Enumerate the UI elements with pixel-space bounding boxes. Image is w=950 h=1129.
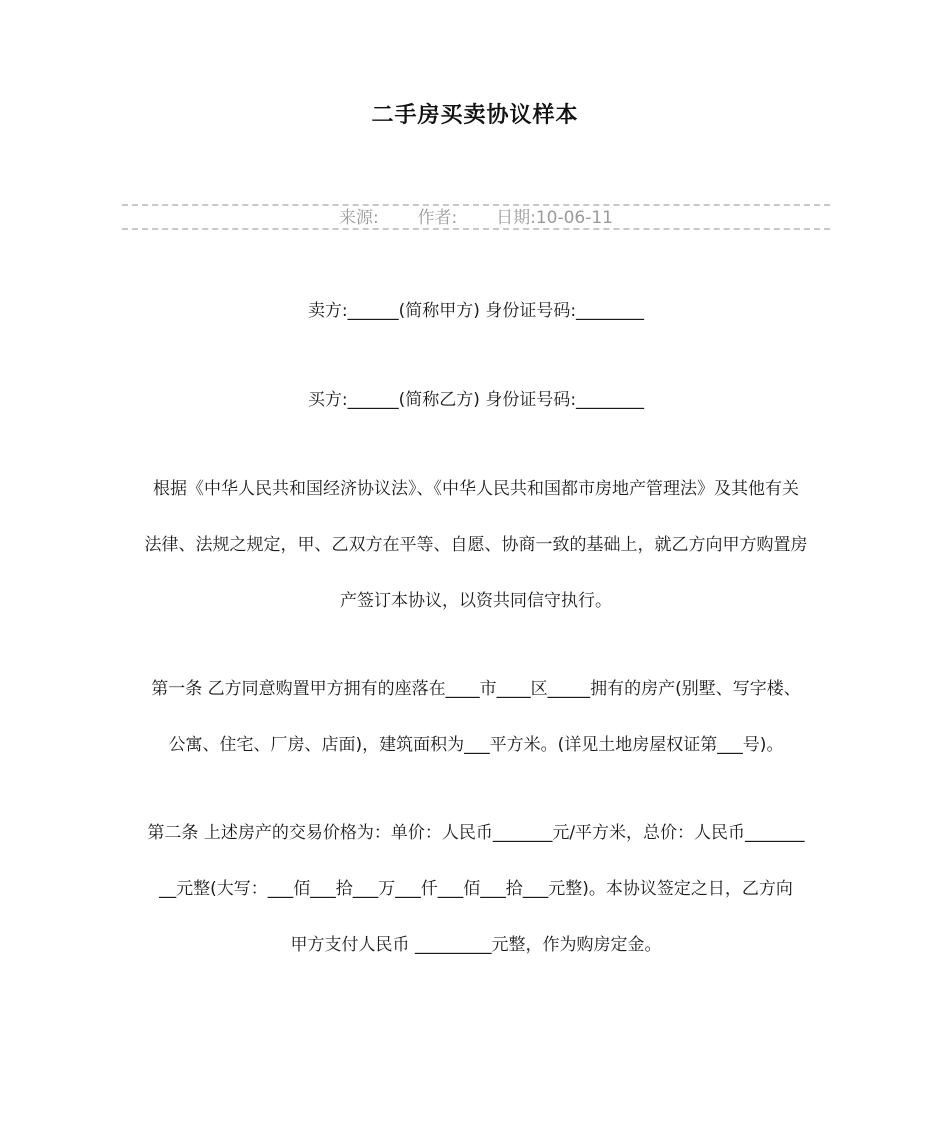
article1-line-1: 第一条 乙方同意购置甲方拥有的座落在____市____区_____拥有的房产(别墅、写字楼、	[151, 679, 801, 699]
preamble-line-1: 根据《中华人民共和国经济协议法》、《中华人民共和国都市房地产管理法》及其他有关	[153, 479, 799, 499]
preamble-line-3: 产签订本协议，以资共同信守执行。	[340, 591, 612, 611]
article1-line-2: 公寓、住宅、厂房、店面)，建筑面积为___平方米。(详见土地房屋权证第___号)。	[168, 735, 784, 755]
document-title: 二手房买卖协议样本	[371, 103, 579, 128]
document-meta-bar	[122, 204, 830, 230]
buyer-line: 买方:______(简称乙方) 身份证号码:________	[307, 390, 645, 410]
date-label: 日期:	[496, 208, 536, 228]
preamble-line-2: 法律、法规之规定，甲、乙双方在平等、自愿、协商一致的基础上，就乙方向甲方购置房	[144, 535, 808, 555]
article2-line-1: 第二条 上述房产的交易价格为：单价：人民币_______元/平方米，总价：人民币_______	[147, 823, 805, 843]
source-label: 来源:	[339, 208, 379, 228]
author-label: 作者:	[417, 208, 458, 228]
article2-line-3: 甲方支付人民币 _________元整，作为购房定金。	[290, 935, 662, 955]
date-value: 10-06-11	[535, 208, 613, 228]
seller-line: 卖方:______(简称甲方) 身份证号码:________	[307, 301, 645, 321]
article2-line-2: __元整(大写：___佰___拾___万___仟___佰___拾___元整)。本协议签定之日，乙方向	[159, 879, 793, 899]
